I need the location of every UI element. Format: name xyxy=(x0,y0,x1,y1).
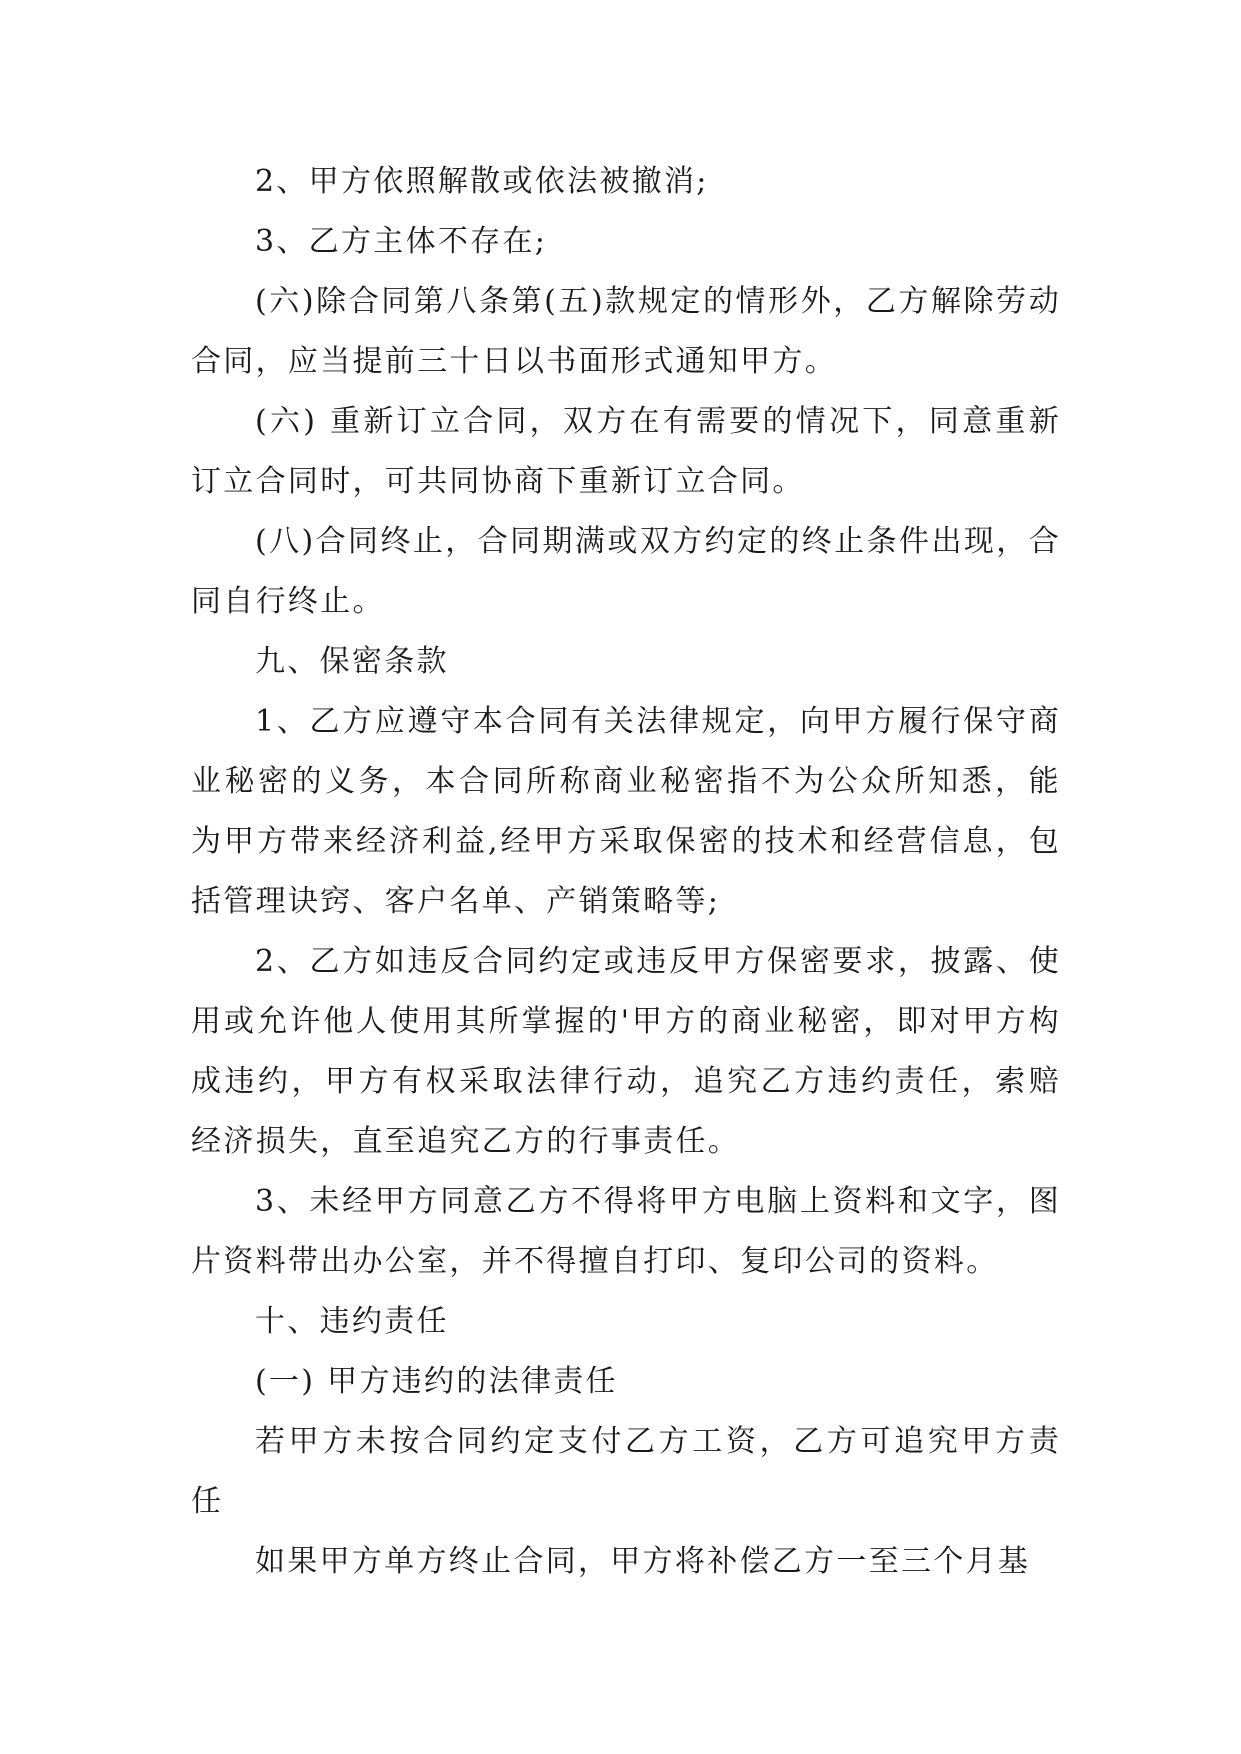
paragraph-party-b-nonexistent: 3、乙方主体不存在; xyxy=(255,224,548,259)
document-body xyxy=(191,152,1061,1592)
paragraph-contract-end: (八)合同终止，合同期满或双方约定的终止条件出现，合同自行终止。 xyxy=(191,524,1061,619)
paragraph-unpaid-wages: 若甲方未按合同约定支付乙方工资，乙方可追究甲方责任 xyxy=(191,1424,1061,1519)
paragraph-termination-notice: (六)除合同第八条第(五)款规定的情形外，乙方解除劳动合同，应当提前三十日以书面形式通知甲方。 xyxy=(191,284,1061,379)
paragraph-confidentiality-2: 2、乙方如违反合同约定或违反甲方保密要求，披露、使用或允许他人使用其所掌握的'甲方的商业秘密，即对甲方构成违约，甲方有权采取法律行动，追究乙方违约责任，索赔经济损失，直至追究乙方的行事责任。 xyxy=(191,944,1061,1159)
section-heading-liability: 十、违约责任 xyxy=(255,1304,449,1339)
paragraph-unilateral-termination: 如果甲方单方终止合同，甲方将补偿乙方一至三个月基 xyxy=(255,1544,1031,1579)
paragraph-renew-contract: (六) 重新订立合同，双方在有需要的情况下，同意重新订立合同时，可共同协商下重新订立合同。 xyxy=(191,404,1061,499)
paragraph-confidentiality-3: 3、未经甲方同意乙方不得将甲方电脑上资料和文字，图片资料带出办公室，并不得擅自打印、复印公司的资料。 xyxy=(191,1184,1061,1279)
subheading-party-a-liability: (一) 甲方违约的法律责任 xyxy=(255,1364,618,1399)
paragraph-dissolution: 2、甲方依照解散或依法被撤消; xyxy=(255,164,709,199)
section-heading-confidentiality: 九、保密条款 xyxy=(255,644,449,679)
paragraph-confidentiality-1: 1、乙方应遵守本合同有关法律规定，向甲方履行保守商业秘密的义务，本合同所称商业秘密指不为公众所知悉，能为甲方带来经济利益,经甲方采取保密的技术和经营信息，包括管理诀窍、客户名单、产销策略等; xyxy=(191,704,1061,919)
